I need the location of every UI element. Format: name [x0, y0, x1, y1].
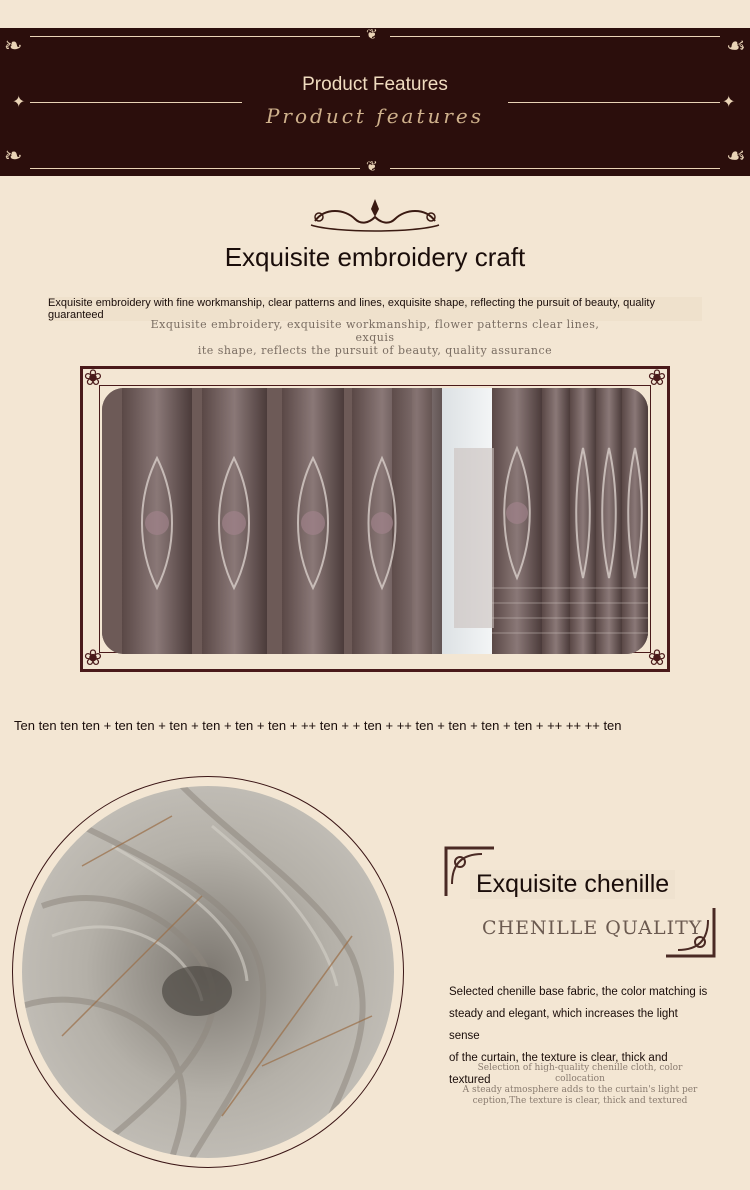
placeholder-text: Ten ten ten ten + ten ten + ten + ten + ten + ten + ++ ten + + ten + ++ ten + ten + ten + ten + ++ ++ ++ ten	[14, 718, 622, 733]
chenille-subtitle: CHENILLE QUALITY	[482, 917, 703, 939]
description-line: steady and elegant, which increases the light sense	[449, 1008, 678, 1042]
banner-mid-line-left	[30, 102, 242, 103]
embroidery-description: Exquisite embroidery with fine workmanship, clear patterns and lines, exquisite shape, reflecting the pursuit of beauty, quality guaranteed	[48, 297, 702, 321]
description-line: ception,The texture is clear, thick and textured	[472, 1096, 688, 1106]
chenille-fabric-image	[22, 786, 394, 1158]
description-line: Selected chenille base fabric, the color matching is	[449, 986, 708, 998]
banner-subtitle: Product features	[265, 104, 485, 128]
description-line: Selection of high-quality chenille cloth, color collocation	[477, 1063, 683, 1084]
description-line: of the curtain, the texture is clear, thick and textured	[449, 1052, 668, 1086]
banner-top-line-left	[30, 36, 360, 37]
embroidery-description-secondary	[140, 318, 610, 357]
banner-top-ornament-icon: ❦	[366, 27, 378, 43]
chenille-title: Exquisite chenille	[470, 870, 675, 899]
corner-flourish-icon: ❧	[4, 34, 23, 59]
frame-corner-icon: ❀	[647, 366, 667, 391]
description-line: A steady atmosphere adds to the curtain's light per	[462, 1085, 698, 1095]
frame-corner-icon: ❀	[83, 366, 103, 391]
banner-mid-line-right	[508, 102, 720, 103]
arrow-flourish-icon: ✦	[12, 92, 26, 111]
banner-bottom-line-right	[390, 168, 720, 169]
frame-corner-icon: ❀	[647, 646, 667, 671]
chenille-description-secondary	[452, 1063, 708, 1107]
embroidered-curtain-image	[102, 388, 648, 654]
corner-flourish-icon: ❧	[4, 144, 23, 169]
banner-top-line-right	[390, 36, 720, 37]
banner-bottom-line-left	[30, 168, 360, 169]
embroidery-title: Exquisite embroidery craft	[224, 242, 526, 272]
crown-ornament-icon	[305, 195, 445, 235]
description-line: Exquisite embroidery, exquisite workmanship, flower patterns clear lines, exquis	[150, 318, 600, 344]
corner-ornament-icon	[662, 904, 718, 960]
header-banner	[0, 28, 750, 176]
banner-title: Product Features	[302, 74, 448, 95]
banner-bottom-ornament-icon: ❦	[366, 159, 378, 175]
arrow-flourish-icon: ✦	[722, 92, 736, 111]
corner-flourish-icon: ☙	[726, 34, 746, 59]
description-line: ite shape, reflects the pursuit of beauty, quality assurance	[197, 344, 553, 357]
corner-flourish-icon: ☙	[726, 144, 746, 169]
frame-corner-icon: ❀	[83, 646, 103, 671]
